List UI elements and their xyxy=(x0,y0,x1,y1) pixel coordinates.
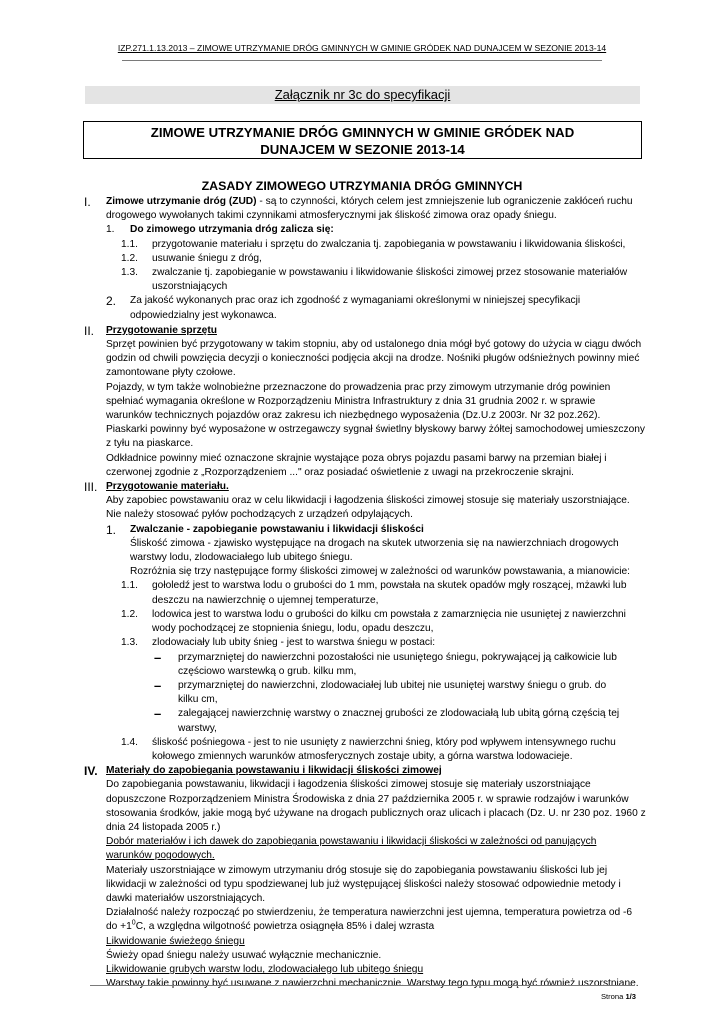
s1-item-1-text: Do zimowego utrzymania dróg zalicza się: xyxy=(130,224,334,236)
section-2 xyxy=(84,324,656,480)
section-2-number: II. xyxy=(84,323,95,338)
s3-item-1-4-number: 1.4. xyxy=(121,736,138,748)
s1-item-1-number: 1. xyxy=(106,224,115,236)
s4-line: stosowania środków, jakie mogą być używane na drogach publicznych oraz ulicach i placach (Dz. U. nr 230 poz. 1960 z xyxy=(106,807,646,819)
dash-item-line: częściowo warstewką o grub. kilku mm, xyxy=(178,665,357,677)
s1-item-1-2-text: usuwanie śniegu z dróg, xyxy=(152,252,262,264)
dash-item-line: przymarzniętej do nawierzchni pozostałości nie usuniętego śniegu, pokrywającej ją całkowicie lub xyxy=(178,651,617,663)
s2-line: z tyłu na piaskarce. xyxy=(106,438,194,450)
s2-line: czerwonej zgodnie z „Rozporządzeniem ..." oraz posiadać oświetlenie z uwagi na przekroczenie skrajni. xyxy=(106,466,574,478)
s4-subheading: Likwidowanie grubych warstw lodu, zlodowaciałego lub ubitego śniegu xyxy=(106,963,424,975)
s4-line: Świeży opad śniegu należy usuwać wyłącznie mechanicznie. xyxy=(106,949,382,961)
s3-item-1-heading: Zwalczanie - zapobieganie powstawaniu i likwidacji śliskości xyxy=(130,523,424,535)
document-reference-header: IZP.271.1.13.2013 – ZIMOWE UTRZYMANIE DRÓG GMINNYCH W GMINIE GRÓDEK NAD DUNAJCEM W SEZONIE 2013-14 xyxy=(117,43,607,53)
section-4-number: IV. xyxy=(84,764,98,779)
s3-item-1-1-line: gołoledź jest to warstwa lodu o grubości do 1 mm, powstała na skutek opadów mgły roszącej, mżawki lub xyxy=(152,580,627,592)
s2-line: Piaskarki powinny być wyposażone w ostrzegawczy sygnał świetlny błyskowy barwy żółtej samochodowej umieszczony xyxy=(106,424,646,436)
s3-item-1-line: Śliskość zimowa - zjawisko występujące na drogach na skutek utworzenia się na nawierzchniach drogowych xyxy=(130,537,619,549)
zud-term: Zimowe utrzymanie dróg (ZUD) xyxy=(106,196,257,207)
s3-item-1-2 xyxy=(84,608,656,636)
s3-item-1-2-number: 1.2. xyxy=(121,608,138,620)
s4-line-temperature xyxy=(106,920,656,934)
zud-definition: - są to czynności, których celem jest zmniejszenie lub ograniczenie zakłóceń ruchu xyxy=(256,196,633,207)
s3-item-1-3-number: 1.3. xyxy=(121,637,138,649)
page-label: Strona xyxy=(600,992,626,1001)
dash-item-line: kilku cm, xyxy=(178,694,218,706)
s3-item-1-line: warstwy lodu, zlodowaciałego lub ubitego śniegu. xyxy=(130,552,353,564)
s4-line: Materiały uszorstniające w zimowym utrzymaniu dróg stosuje się do zapobiegania powstawaniu śliskości lub jej xyxy=(106,864,608,876)
s1-item-2-text-cont: odpowiedzialny jest wykonawca. xyxy=(130,309,277,321)
dash-bullet: – xyxy=(154,649,162,665)
dash-bullet: – xyxy=(154,677,162,693)
dash-bullet: – xyxy=(154,706,162,722)
s1-item-1-1 xyxy=(84,238,656,252)
page-footer xyxy=(601,990,636,1004)
section-subtitle: ZASADY ZIMOWEGO UTRZYMANIA DRÓG GMINNYCH xyxy=(201,179,523,193)
s3-item-1-3-line: zlodowaciały lub ubity śnieg - jest to warstwa śniegu w postaci: xyxy=(152,637,436,649)
page-number: 1/3 xyxy=(625,992,636,1001)
s1-item-1-3-number: 1.3. xyxy=(121,267,138,279)
s4-line: Działalność należy rozpocząć po stwierdzeniu, że temperatura nawierzchni jest ujemna, temperatura powietrza od -6 xyxy=(106,907,633,919)
document-body xyxy=(84,195,656,991)
s3-item-1-number: 1. xyxy=(106,522,117,537)
s3-dash-item xyxy=(84,679,656,707)
temp-text: do +1 xyxy=(106,921,132,933)
dash-item-line: warstwy, xyxy=(178,722,217,734)
s1-item-2 xyxy=(84,294,656,322)
s1-item-1-1-text: przygotowanie materiału i sprzętu do zwalczania tj. zapobiegania w powstawaniu i likwidowania śliskości, xyxy=(152,238,626,250)
s4-line: Do zapobiegania powstawaniu, likwidacji i łagodzenia śliskości zimowej stosuje się materiały uszorstniające xyxy=(106,779,591,791)
s3-line: Nie należy stosować pyłów pochodzących z urządzeń odpylających. xyxy=(106,509,413,521)
s4-subheading-cont: warunków pogodowych. xyxy=(106,850,215,862)
s4-line: dnia 24 listopada 2005 r.) xyxy=(106,821,221,833)
s2-line: godzin od chwili powzięcia decyzji o konieczności podjęcia akcji na drodze. Nośniki pługów odśnieżnych powinny mieć xyxy=(106,353,640,365)
s2-line: spełniać wymagania określone w Rozporządzeniu Ministra Infrastruktury z dnia 31 grudnia 2002 r. w sprawie xyxy=(106,395,596,407)
s1-item-2-number: 2. xyxy=(106,294,117,309)
section-1-intro xyxy=(84,195,656,223)
s3-item-1-3 xyxy=(84,636,656,650)
dash-item-line: zalegającej nawierzchnię warstwy o znacznej grubości ze zlodowaciałą lub ubitą górną częścią tej xyxy=(178,708,620,720)
zud-definition-cont: drogowego wywołanych takimi czynnikami atmosferycznymi jak śliskość zimowa oraz opady śniegu. xyxy=(106,210,557,222)
s3-item-1-2-line: wody pochodzącej ze stopnienia śniegu, lodu, opadu deszczu, xyxy=(152,623,434,635)
section-4 xyxy=(84,764,656,991)
s3-item-1-4-line: śliskość pośniegowa - jest to nie usunięty z nawierzchni śnieg, który pod wpływem intensywnego ruchu xyxy=(152,736,616,748)
s1-item-1-2-number: 1.2. xyxy=(121,252,138,264)
section-4-heading: Materiały do zapobiegania powstawaniu i likwidacji śliskości zimowej xyxy=(106,765,442,777)
s1-item-1-3-text: zwalczanie tj. zapobieganie w powstawaniu i likwidowanie śliskości zimowej przez stosowanie materiałów xyxy=(152,267,628,279)
dash-item-line: przymarzniętej do nawierzchni, zlodowaciałej lub ubitej nie usuniętej warstwy śniegu o grub. do xyxy=(178,679,607,691)
s4-line: dawki materiałów uszorstniających. xyxy=(106,892,266,904)
footer-divider xyxy=(90,985,634,986)
s2-line: Odkładnice powinny mieć oznaczone skrajnie wystające poza obrys pojazdu pasami barwy na przemian białej i xyxy=(106,452,607,464)
s3-item-1 xyxy=(84,523,656,580)
section-3 xyxy=(84,480,656,764)
s4-line: Warstwy takie powinny być usuwane z nawierzchni mechanicznie. Warstwy tego typu mogą być również uszorstniane. xyxy=(106,978,639,990)
s3-item-1-2-line: lodowica jest to warstwa lodu o grubości do kilku cm powstała z zamarznięcia nie usuniętej z nawierzchni xyxy=(152,608,626,620)
section-2-heading: Przygotowanie sprzętu xyxy=(106,324,217,336)
degree-sup: 0 xyxy=(131,919,136,927)
s3-dash-item xyxy=(84,651,656,679)
s3-item-1-1 xyxy=(84,579,656,607)
title-line-1: ZIMOWE UTRZYMANIE DRÓG GMINNYCH W GMINIE GRÓDEK NAD xyxy=(150,125,575,140)
s1-item-1-1-number: 1.1. xyxy=(121,238,138,250)
s2-line: Sprzęt powinien być przygotowany w takim stopniu, aby od ustalonego dnia mógł być gotowy do użycia w ciągu dwóch xyxy=(106,339,642,351)
s4-subheading: Likwidowanie świeżego śniegu xyxy=(106,935,245,947)
s1-item-1-3 xyxy=(84,266,656,294)
s2-line: Pojazdy, w tym także wolnobieżne przeznaczone do prowadzenia prac przy zimowym utrzymanie dróg powinien xyxy=(106,381,611,393)
s3-item-1-1-number: 1.1. xyxy=(121,580,138,592)
s3-item-1-1-line: deszczu na nawierzchnię o ujemnej temperaturze, xyxy=(152,594,379,606)
s1-item-1-3-text-cont: uszorstniających xyxy=(152,281,228,293)
section-3-number: III. xyxy=(84,480,98,495)
document-title xyxy=(83,121,642,159)
temp-text-cont: C, a względna wilgotność powietrza osiągnęła 85% i dalej wzrasta xyxy=(135,921,435,933)
s3-item-1-4 xyxy=(84,736,656,764)
s4-subheading: Dobór materiałów i ich dawek do zapobiegania powstawaniu i likwidacji śliskości w zależności od panujących xyxy=(106,836,597,848)
annex-label: Załącznik nr 3c do specyfikacji xyxy=(85,86,640,104)
s4-line: likwidacji w zależności od typu spodziewanej lub już występującej śliskości należy stosować odpowiednie metody i xyxy=(106,878,621,890)
s3-item-1-4-line: kołowego zmiennych warunków atmosferycznych zostaje ubity, a górna warstwa lodowacieje. xyxy=(152,750,573,762)
s3-line: Aby zapobiec powstawaniu oraz w celu likwidacji i łagodzenia śliskości zimowej stosuje się materiały uszorstniające. xyxy=(106,495,630,507)
s1-item-2-text: Za jakość wykonanych prac oraz ich zgodność z wymaganiami określonymi w niniejszej specyfikacji xyxy=(130,295,581,307)
title-line-2: DUNAJCEM W SEZONIE 2013-14 xyxy=(260,142,465,157)
section-3-heading: Przygotowanie materiału. xyxy=(106,481,229,493)
s3-dash-item xyxy=(84,707,656,735)
s4-line: dopuszczone Rozporządzeniem Ministra Środowiska z dnia 27 października 2005 r. w sprawie rodzajów i warunków xyxy=(106,793,629,805)
s1-item-1 xyxy=(84,223,656,237)
s2-line: zamontowane płyty czołowe. xyxy=(106,367,236,379)
section-1 xyxy=(84,195,656,323)
s3-item-1-line: Rozróżnia się trzy następujące formy śliskości zimowej w zależności od warunków powstawania, a mianowicie: xyxy=(130,566,630,578)
section-1-number: I. xyxy=(84,195,91,209)
header-divider xyxy=(122,60,602,61)
s1-item-1-2 xyxy=(84,252,656,266)
s2-line: warunków technicznych pojazdów oraz zakresu ich niezbędnego wyposażenia (Dz.U.z 2003r. Nr 32 poz.262). xyxy=(106,410,601,422)
